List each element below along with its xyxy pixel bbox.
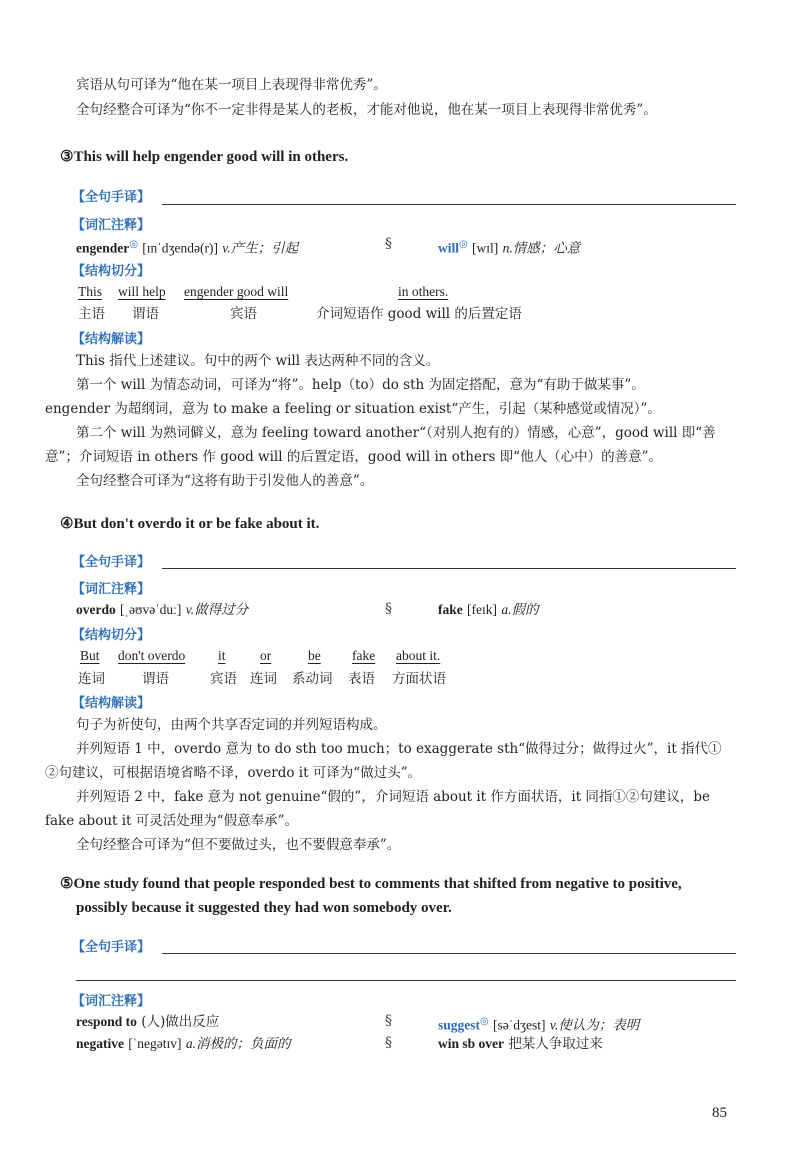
segment: or	[260, 648, 272, 663]
intro-line-1: 宾语从句可译为“他在某一项目上表现得非常优秀”。	[76, 77, 387, 93]
segment: But	[80, 648, 100, 663]
segment: it	[218, 648, 226, 663]
vocab-word: overdo	[76, 602, 116, 617]
vocab-entry	[438, 236, 580, 258]
role-label: 表语	[348, 671, 375, 687]
role-label: 方面状语	[392, 671, 446, 687]
structure-tag-4: 【结构切分】	[72, 628, 151, 643]
role-label: 宾语	[230, 306, 257, 322]
vocab-definition: a.假的	[501, 602, 539, 617]
vocab-phonetic: [ɪnˈdʒendə(r)]	[142, 240, 218, 256]
analysis-line: 句子为祈使句，由两个共享否定词的并列短语构成。	[76, 717, 387, 733]
vocab-entry	[438, 601, 538, 619]
analysis-line: fake about it 可灵活处理为“假意奉承”。	[45, 813, 299, 829]
exam-mark-icon: ◎	[129, 239, 138, 250]
sentence-5-line-1: ⑤One study found that people responded best to comments that shifted from negative to positive,	[60, 876, 682, 892]
vocab-word: negative	[76, 1036, 124, 1051]
vocab-definition: a.消极的；负面的	[185, 1036, 291, 1051]
analysis-line: ②句建议，可根据语境省略不译，overdo it 可译为“做过头”。	[45, 765, 422, 781]
structure-tag-3: 【结构切分】	[72, 264, 151, 279]
vocab-word: win sb over	[438, 1036, 505, 1051]
role-label: 主语	[78, 306, 105, 322]
segment: in others.	[398, 284, 449, 299]
analysis-line: engender 为超纲词，意为 to make a feeling or situation exist“产生，引起（某种感觉或情况）”。	[45, 401, 661, 417]
analysis-line: 全句经整合可译为“但不要做过头，也不要假意奉承”。	[76, 837, 401, 853]
role-label: 介词短语作 good will 的后置定语	[316, 306, 522, 322]
segment: engender good will	[184, 284, 289, 299]
analysis-line: 并列短语 2 中，fake 意为 not genuine“假的”，介词短语 about it 作方面状语，it 同指①②句建议，be	[76, 789, 711, 805]
sentence-3: ③This will help engender good will in others.	[60, 149, 349, 165]
analysis-line: 并列短语 1 中，overdo 意为 to do sth too much；to exaggerate sth“做得过分；做得过火”，it 指代①	[76, 741, 722, 757]
vocab-word: suggest	[438, 1017, 481, 1033]
separator-icon: §	[385, 236, 392, 252]
analysis-line: 第一个 will 为情态动词，可译为“将”。help（to）do sth 为固定搭配，意为“有助于做某事”。	[76, 377, 645, 393]
vocab-definition: v.做得过分	[185, 602, 249, 617]
role-label: 连词	[78, 671, 105, 687]
vocab-word: will	[438, 240, 460, 256]
translate-line-5	[162, 953, 736, 954]
vocab-definition: v.使认为；表明	[549, 1017, 640, 1033]
role-label: 连词	[250, 671, 277, 687]
sentence-5-line-2: possibly because it suggested they had won somebody over.	[76, 900, 452, 916]
vocab-word: respond to	[76, 1014, 137, 1029]
analysis-line: This 指代上述建议。句中的两个 will 表达两种不同的含义。	[76, 353, 440, 369]
vocab-phonetic: [wɪl]	[472, 240, 499, 256]
segment: will help	[118, 284, 166, 299]
separator-icon: §	[385, 1035, 392, 1051]
vocab-entry	[438, 1013, 639, 1035]
segment: This	[78, 284, 103, 299]
vocab-definition: 把某人争取过来	[508, 1036, 603, 1052]
segment: be	[308, 648, 321, 663]
analysis-tag-4: 【结构解读】	[72, 696, 151, 711]
exam-mark-icon: ◎	[459, 239, 468, 250]
segment: don't overdo	[118, 648, 186, 663]
vocab-phonetic: [ˌəʊvəˈduː]	[120, 602, 182, 617]
translate-tag-5: 【全句手译】	[72, 940, 151, 955]
segment: fake	[352, 648, 376, 663]
vocab-word: engender	[76, 240, 130, 256]
vocab-definition: n.情感；心意	[502, 240, 581, 256]
separator-icon: §	[385, 601, 392, 617]
analysis-line: 意”；介词短语 in others 作 good will 的后置定语，good will in others 即“他人（心中）的善意”。	[45, 449, 662, 465]
vocab-phonetic: [feɪk]	[467, 602, 498, 617]
intro-line-2: 全句经整合可译为“你不一定非得是某人的老板，才能对他说，他在某一项目上表现得非常优秀”。	[76, 102, 657, 118]
vocab-tag-3: 【词汇注释】	[72, 218, 151, 233]
analysis-line: 第二个 will 为熟词僻义，意为 feeling toward another“（对别人抱有的）情感，心意”，good will 即“善	[76, 425, 716, 441]
translate-line-5b	[76, 980, 736, 981]
vocab-tag-5: 【词汇注释】	[72, 994, 151, 1009]
exam-mark-icon: ◎	[480, 1016, 489, 1027]
separator-icon: §	[385, 1013, 392, 1029]
vocab-tag-4: 【词汇注释】	[72, 582, 151, 597]
vocab-entry	[438, 1035, 603, 1053]
vocab-entry	[76, 601, 248, 619]
translate-line-4	[162, 568, 736, 569]
vocab-definition: (人)做出反应	[141, 1014, 220, 1030]
translate-tag-4: 【全句手译】	[72, 555, 151, 570]
translate-line-3	[162, 204, 736, 205]
vocab-definition: v.产生；引起	[222, 240, 299, 256]
vocab-word: fake	[438, 602, 463, 617]
segment: about it.	[396, 648, 441, 663]
role-label: 谓语	[142, 671, 169, 687]
role-label: 谓语	[132, 306, 159, 322]
vocab-entry	[76, 1035, 290, 1053]
vocab-entry	[76, 1013, 219, 1031]
translate-tag-3: 【全句手译】	[72, 190, 151, 205]
role-label: 宾语	[210, 671, 237, 687]
role-label: 系动词	[292, 671, 333, 687]
analysis-line: 全句经整合可译为“这将有助于引发他人的善意”。	[76, 473, 374, 489]
vocab-phonetic: [ˈnegətɪv]	[128, 1036, 182, 1051]
sentence-4: ④But don't overdo it or be fake about it.	[60, 516, 320, 532]
analysis-tag-3: 【结构解读】	[72, 332, 151, 347]
vocab-entry	[76, 236, 298, 258]
page-number: 85	[712, 1105, 727, 1121]
vocab-phonetic: [səˈdʒest]	[493, 1017, 546, 1033]
